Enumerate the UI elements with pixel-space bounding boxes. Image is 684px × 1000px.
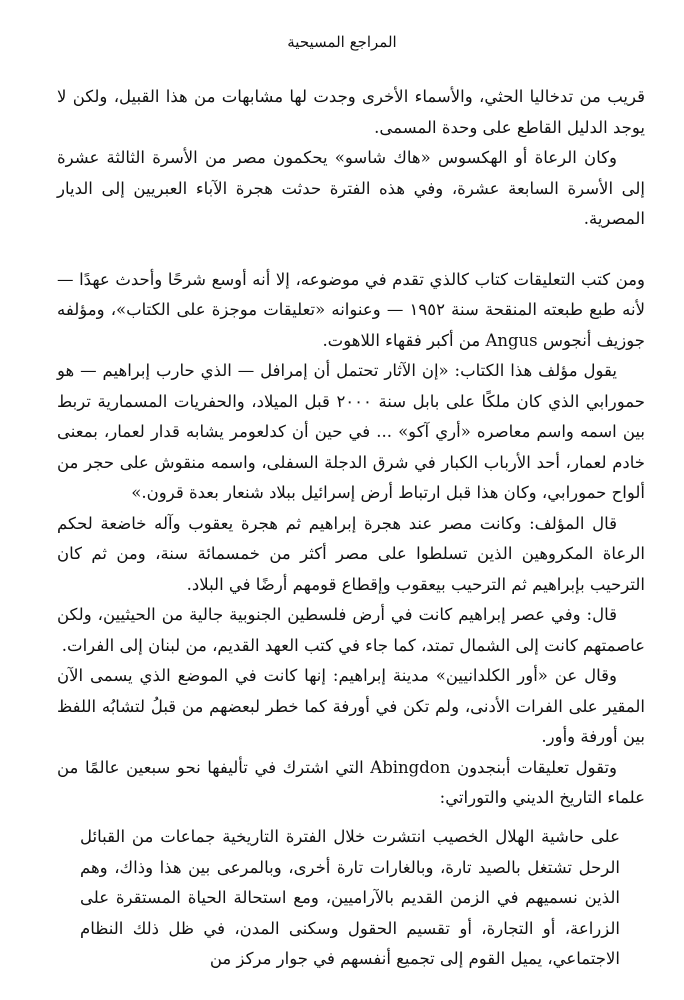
paragraph-6: قال: وفي عصر إبراهيم كانت في أرض فلسطين الجنوبية جالية من الحيثيين، ولكن عاصمتهم كانت إلى الشمال تمتد، كما جاء في كتب العهد القديم، من لبنان إلى الفرات. [57, 605, 645, 655]
paragraph-3: ومن كتب التعليقات كتاب كالذي تقدم في موضوعه، إلا أنه أوسع شرحًا وأحدث عهدًا — لأنه طبع طبعته المنقحة سنة ١٩٥٢ — وعنوانه «تعليقات موجزة على الكتاب»، ومؤلفه جوزيف أنجوس Angus من أكبر فقهاء اللاهوت. [57, 269, 645, 350]
body-text [57, 82, 645, 814]
paragraph-4: يقول مؤلف هذا الكتاب: «إن الآثار تحتمل أن إمرافل — الذي حارب إبراهيم — هو حمورابي الذي كان ملكًا على بابل سنة ٢٠٠٠ قبل الميلاد، والحفريات المسمارية تربط بين اسمه واسم معاصره «أري آكو» ... في حين أن كدلعومر يشابه قدار لعمار، بمعنى خادم لعمار، أحد الأرباب الكبار في شرق الدجلة السفلى، واسمه منقوش على حجر من ألواح حمورابي، وكان هذا قبل ارتباط أرض إسرائيل ببلاد شنعار بعدة قرون.» [57, 361, 645, 502]
paragraph-7: وقال عن «أور الكلدانيين» مدينة إبراهيم: إنها كانت في الموضع الذي يسمى الآن المقير على الفرات الأدنى، ولم تكن في أورفة كما خطر لبعضهم من قبلُ لتشابُه اللفظ بين أورفة وأور. [57, 666, 645, 746]
paragraph-1: قريب من تدخاليا الحثي، والأسماء الأخرى وجدت لها مشابهات من هذا القبيل، ولكن لا يوجد الدليل القاطع على وحدة المسمى. [57, 87, 645, 137]
paragraph-8: وتقول تعليقات أبنجدون Abingdon التي اشترك في تأليفها نحو سبعين عالمًا من علماء التاريخ الديني والتوراتي: [57, 757, 645, 807]
paragraph-5: قال المؤلف: وكانت مصر عند هجرة إبراهيم ثم هجرة يعقوب وآله خاضعة لحكم الرعاة المكروهين الذين تسلطوا على مصر أكثر من خمسمائة سنة، ومن ثم كان الترحيب بإبراهيم ثم الترحيب بيعقوب وإقطاع قومهم أرضًا في البلاد. [57, 513, 645, 594]
block-quote [80, 822, 620, 975]
running-head: المراجع المسيحية [287, 33, 397, 51]
paragraph-2: وكان الرعاة أو الهكسوس «هاك شاسو» يحكمون مصر من الأسرة الثالثة عشرة إلى الأسرة السابعة عشرة، وفي هذه الفترة حدثت هجرة الآباء العبريين إلى الديار المصرية. [57, 148, 645, 228]
quote-text: على حاشية الهلال الخصيب انتشرت خلال الفترة التاريخية جماعات من القبائل الرحل تشتغل بالصيد تارة، وبالغارات تارة أخرى، وبالمرعى بين هذا وذاك، وهم الذين نسميهم في الزمن القديم بالآراميين، ومع استحالة الحياة المستقرة على الزراعة، أو التجارة، أو تقسيم الحقول وسكنى المدن، في ظل ذلك النظام الاجتماعي، يميل القوم إلى تجميع أنفسهم في جوار مركز من [80, 827, 620, 968]
